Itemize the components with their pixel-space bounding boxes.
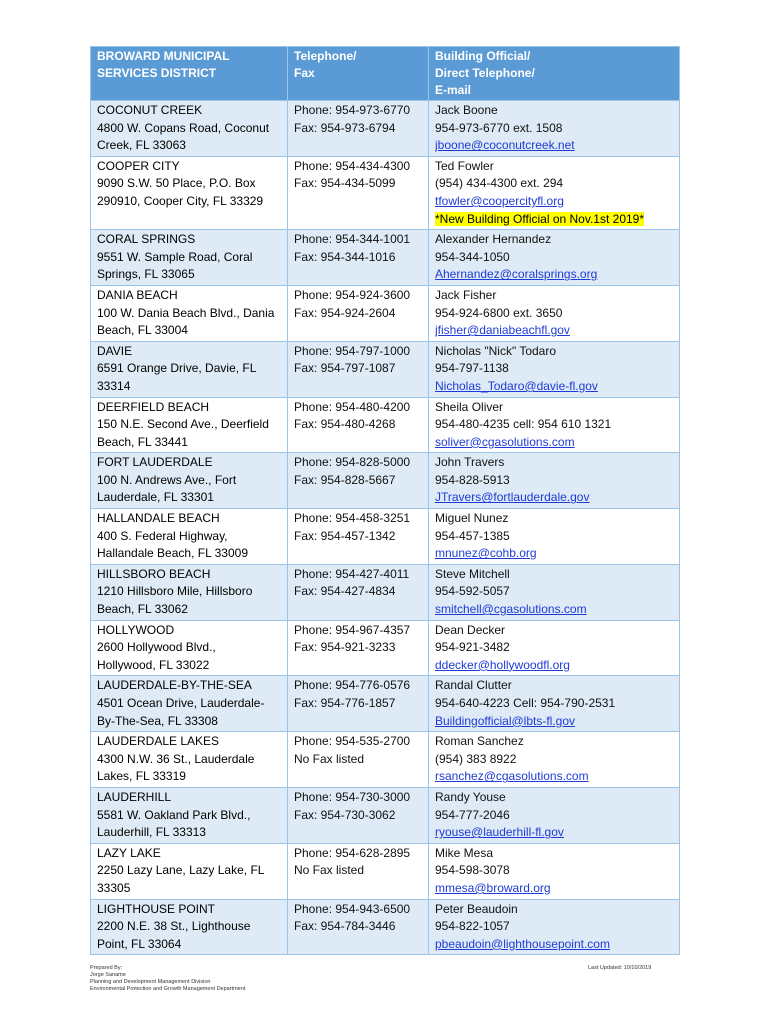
header-line: BROWARD MUNICIPAL [97,49,230,63]
footer-prepared-by [90,965,245,993]
phone-fax-cell [288,787,429,843]
line-wrap [435,378,673,396]
official-name: Nicholas "Nick" Todaro [435,343,557,358]
district-cell [91,285,288,341]
line-wrap [435,601,673,619]
district-cell [91,732,288,788]
header-line: SERVICES DISTRICT [97,66,217,80]
phone-number: Phone: 954-730-3000 [294,789,411,804]
line-wrap [435,936,673,954]
city-address: 4501 Ocean Drive, Lauderdale- [97,696,265,710]
city-name: COCONUT CREEK [97,103,203,117]
phone-fax-cell [288,509,429,565]
official-name: Mike Mesa [435,845,494,860]
line-wrap [435,193,673,211]
line-wrap [435,137,673,155]
district-cell [91,843,288,899]
direct-telephone: 954-344-1050 [435,249,510,264]
city-address: 4800 W. Copans Road, Coconut [97,120,270,135]
line-wrap [435,545,673,563]
phone-fax-cell [288,899,429,955]
direct-telephone: 954-777-2046 [435,807,510,822]
district-cell [91,453,288,509]
city-address: 2600 Hollywood Blvd., [97,640,216,655]
phone-number: Phone: 954-924-3600 [294,287,411,302]
email-link[interactable]: jfisher@daniabeachfl.gov [435,323,570,338]
email-link[interactable]: ryouse@lauderhill-fl.gov [435,825,564,840]
line-wrap [435,713,673,731]
official-cell [429,101,680,157]
official-cell [429,230,680,286]
city-address: 100 W. Dania Beach Blvd., Dania [97,305,275,320]
official-cell [429,397,680,453]
phone-fax-cell [288,397,429,453]
phone-number: Phone: 954-797-1000 [294,343,411,358]
table-row [91,676,680,732]
city-address: 6591 Orange Drive, Davie, FL [97,361,257,376]
email-link[interactable]: Nicholas_Todaro@davie-fl.gov [435,378,598,393]
city-name: DEERFIELD BEACH [97,399,210,414]
phone-fax-cell [288,285,429,341]
city-address: Beach, FL 33441 [97,434,188,449]
email-link[interactable]: soliver@cgasolutions.com [435,434,575,449]
city-address: 9551 W. Sample Road, Coral [97,249,253,264]
table-body [91,101,680,955]
fax-number: No Fax listed [294,863,365,878]
table-row [91,453,680,509]
city-address: 150 N.E. Second Ave., Deerfield [97,417,269,432]
official-cell [429,843,680,899]
direct-telephone: 954-457-1385 [435,528,510,543]
direct-telephone: 954-973-6770 ext. 1508 [435,120,563,135]
official-name: Roman Sanchez [435,734,524,749]
direct-telephone: 954-797-1138 [435,361,509,376]
table-row [91,397,680,453]
district-cell [91,230,288,286]
table-row [91,101,680,157]
direct-telephone: (954) 434-4300 ext. 294 [435,176,564,191]
phone-fax-cell [288,156,429,229]
city-name: HALLANDALE BEACH [97,511,220,526]
city-name: LAUDERHILL [97,789,172,804]
line-wrap [435,266,673,284]
email-link[interactable]: Ahernandez@coralsprings.org [435,267,598,282]
footer-line: Prepared By: [90,965,123,971]
district-cell [91,341,288,397]
header-district [91,47,288,101]
phone-fax-cell [288,453,429,509]
table-row [91,341,680,397]
city-address: 1210 Hillsboro Mile, Hillsboro [97,584,253,599]
official-cell [429,899,680,955]
table-row [91,732,680,788]
official-name: Ted Fowler [435,158,494,173]
phone-fax-cell [288,620,429,676]
city-address: 33305 [97,880,131,895]
official-cell [429,787,680,843]
fax-number: Fax: 954-457-1342 [294,528,396,543]
city-address: Lauderdale, FL 33301 [97,490,214,505]
email-link[interactable]: ddecker@hollywoodfl.org [435,657,570,672]
official-cell [429,453,680,509]
city-address: Beach, FL 33004 [97,323,188,338]
direct-telephone: 954-921-3482 [435,640,510,655]
line-wrap [435,880,673,898]
note-wrap [435,211,673,229]
direct-telephone: 954-598-3078 [435,863,510,878]
email-link[interactable]: mmesa@broward.org [435,880,551,895]
fax-number: Fax: 954-434-5099 [294,176,396,191]
officials-table-wrap [90,46,679,955]
phone-number: Phone: 954-943-6500 [294,901,411,916]
fax-number: Fax: 954-973-6794 [294,120,396,135]
city-address: 9090 S.W. 50 Place, P.O. Box [97,176,256,191]
header-telephone [288,47,429,101]
official-name: Sheila Oliver [435,399,504,414]
official-name: Dean Decker [435,622,506,637]
email-link[interactable]: jboone@coconutcreek.net [435,138,575,153]
table-row [91,564,680,620]
district-cell [91,620,288,676]
fax-number: Fax: 954-344-1016 [294,249,396,264]
city-address: 5581 W. Oakland Park Blvd., [97,807,251,822]
official-name: Miguel Nunez [435,511,509,526]
phone-number: Phone: 954-535-2700 [294,734,411,749]
district-cell [91,564,288,620]
district-cell [91,787,288,843]
email-link[interactable]: JTravers@fortlauderdale.gov [435,490,590,505]
phone-number: Phone: 954-628-2895 [294,845,411,860]
phone-number: Phone: 954-480-4200 [294,399,411,414]
table-row [91,899,680,955]
district-cell [91,676,288,732]
phone-fax-cell [288,230,429,286]
table-row [91,285,680,341]
district-cell [91,156,288,229]
city-name: LAUDERDALE LAKES [97,734,220,749]
phone-number: Phone: 954-828-5000 [294,455,411,470]
city-address: 100 N. Andrews Ave., Fort [97,472,237,487]
email-link[interactable]: tfowler@coopercityfl.org [435,193,564,208]
city-name: COOPER CITY [97,158,180,173]
phone-fax-cell [288,676,429,732]
direct-telephone: 954-924-6800 ext. 3650 [435,305,563,320]
city-name: HILLSBORO BEACH [97,566,211,581]
city-name: LAZY LAKE [97,845,161,860]
district-cell [91,101,288,157]
district-cell [91,899,288,955]
phone-fax-cell [288,564,429,620]
email-link[interactable]: Buildingofficial@lbts-fl.gov [435,713,576,728]
official-name: John Travers [435,455,505,470]
direct-telephone: 954-822-1057 [435,919,510,934]
officials-table [90,46,680,955]
official-name: Alexander Hernandez [435,232,552,247]
table-row [91,509,680,565]
table-row [91,843,680,899]
footer-line: Planning and Development Management Division [90,979,211,985]
header-line: E-mail [435,83,472,97]
city-address: Hallandale Beach, FL 33009 [97,546,248,561]
footer-line: Environmental Protection and Growth Management Department [90,986,246,992]
phone-number: Phone: 954-344-1001 [294,232,411,247]
phone-fax-cell [288,843,429,899]
official-name: Peter Beaudoin [435,901,518,916]
city-address: Lakes, FL 33319 [97,769,186,784]
fax-number: Fax: 954-921-3233 [294,640,396,655]
direct-telephone: 954-480-4235 cell: 954 610 1321 [435,417,612,432]
official-name: Jack Fisher [435,287,497,302]
city-name: DAVIE [97,343,133,358]
fax-number: Fax: 954-828-5667 [294,472,396,487]
header-line: Building Official/ [435,49,531,63]
header-line: Fax [294,66,315,80]
city-address: Hollywood, FL 33022 [97,657,210,672]
line-wrap [435,322,673,340]
official-name: Randy Youse [435,789,506,804]
direct-telephone: 954-828-5913 [435,472,510,487]
fax-number: Fax: 954-776-1857 [294,696,396,710]
fax-number: Fax: 954-797-1087 [294,361,396,376]
fax-number: Fax: 954-427-4834 [294,584,396,599]
footer-line: Jorge Saname [90,972,126,978]
header-line: Direct Telephone/ [435,66,535,80]
fax-number: Fax: 954-480-4268 [294,417,396,432]
official-cell [429,509,680,565]
city-address: 33314 [97,378,131,393]
header-official [429,47,680,101]
phone-fax-cell [288,101,429,157]
city-address: 400 S. Federal Highway, [97,528,228,543]
fax-number: Fax: 954-730-3062 [294,807,396,822]
official-cell [429,564,680,620]
official-cell [429,620,680,676]
city-name: HOLLYWOOD [97,622,175,637]
district-cell [91,509,288,565]
fax-number: Fax: 954-924-2604 [294,305,396,320]
phone-fax-cell [288,732,429,788]
city-address: Beach, FL 33062 [97,602,188,617]
fax-number: Fax: 954-784-3446 [294,919,396,934]
line-wrap [435,768,673,786]
email-link[interactable]: pbeaudoin@lighthousepoint.com [435,936,610,951]
city-address: 2200 N.E. 38 St., Lighthouse [97,919,251,934]
city-address: 290910, Cooper City, FL 33329 [97,193,264,208]
official-name: Jack Boone [435,103,498,117]
city-name: FORT LAUDERDALE [97,455,213,470]
header-line: Telephone/ [294,49,357,63]
phone-fax-cell [288,341,429,397]
official-cell [429,156,680,229]
highlight-note: *New Building Official on Nov.1st 2019* [435,211,645,226]
line-wrap [435,434,673,452]
phone-number: Phone: 954-776-0576 [294,678,411,693]
table-row [91,156,680,229]
direct-telephone: 954-640-4223 Cell: 954-790-2531 [435,696,616,710]
official-cell [429,285,680,341]
phone-number: Phone: 954-427-4011 [294,566,410,581]
line-wrap [435,657,673,675]
district-cell [91,397,288,453]
official-name: Steve Mitchell [435,566,510,581]
city-name: DANIA BEACH [97,287,178,302]
email-link[interactable]: mnunez@cohb.org [435,546,537,561]
city-address: 2250 Lazy Lane, Lazy Lake, FL [97,863,265,878]
official-name: Randal Clutter [435,678,512,693]
fax-number: No Fax listed [294,751,365,766]
line-wrap [435,824,673,842]
direct-telephone: (954) 383 8922 [435,751,517,766]
line-wrap [435,489,673,507]
city-address: 4300 N.W. 36 St., Lauderdale [97,751,255,766]
phone-number: Phone: 954-967-4357 [294,622,411,637]
phone-number: Phone: 954-973-6770 [294,103,411,117]
table-row [91,620,680,676]
email-link[interactable]: rsanchez@cgasolutions.com [435,769,589,784]
email-link[interactable]: smitchell@cgasolutions.com [435,602,587,617]
official-cell [429,732,680,788]
city-name: LAUDERDALE-BY-THE-SEA [97,678,252,693]
city-address: Point, FL 33064 [97,936,182,951]
city-name: LIGHTHOUSE POINT [97,901,216,916]
direct-telephone: 954-592-5057 [435,584,510,599]
table-row [91,230,680,286]
official-cell [429,341,680,397]
city-address: Lauderhill, FL 33313 [97,825,206,840]
city-address: By-The-Sea, FL 33308 [97,713,218,728]
phone-number: Phone: 954-458-3251 [294,511,411,526]
city-address: Springs, FL 33065 [97,267,195,282]
footer-last-updated: Last Updated: 10/10/2019 [588,965,652,971]
city-name: CORAL SPRINGS [97,232,196,247]
phone-number: Phone: 954-434-4300 [294,158,411,173]
official-cell [429,676,680,732]
table-header-row [91,47,680,101]
table-row [91,787,680,843]
city-address: Creek, FL 33063 [97,138,186,153]
